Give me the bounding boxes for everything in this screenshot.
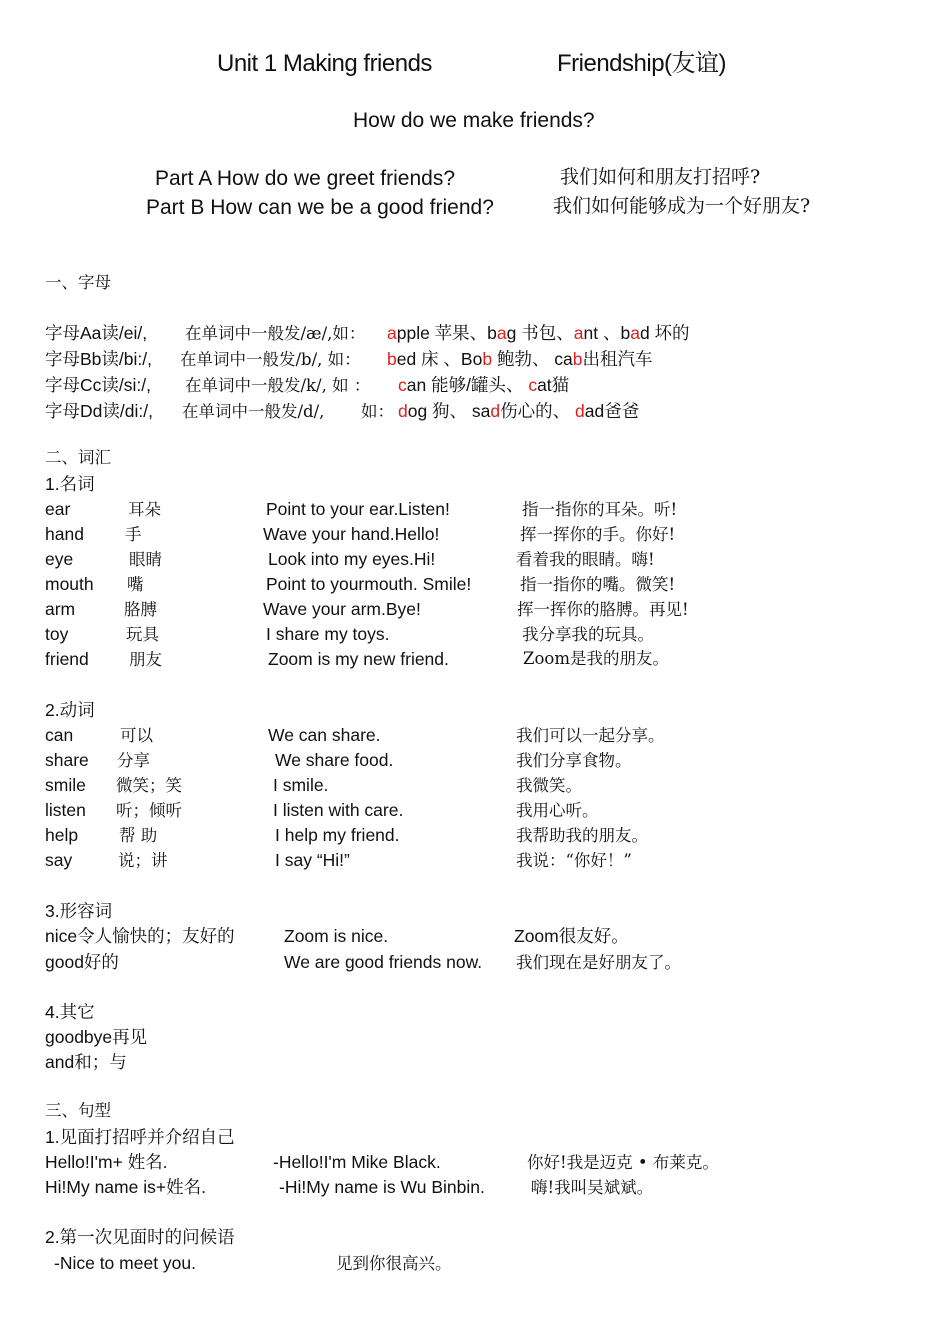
letter-a-words: apple 苹果、bag 书包、ant 、bad 坏的 — [387, 323, 690, 343]
noun-sentence: Point to your ear.Listen! — [266, 499, 450, 519]
subtitle: How do we make friends? — [353, 109, 595, 132]
verb-sentence: We share food. — [275, 750, 394, 770]
nouns-heading: 1.名词 — [45, 474, 95, 494]
pattern-example: -Hello!I'm Mike Black. — [273, 1152, 441, 1172]
noun-sentence: I share my toys. — [266, 624, 390, 644]
noun-word: eye — [45, 549, 74, 569]
noun-cn: 眼睛 — [129, 550, 162, 569]
verb-cn: 可以 — [120, 726, 153, 745]
adj-heading: 3.形容词 — [45, 901, 113, 921]
pattern-2-example: -Nice to meet you. — [54, 1253, 196, 1273]
verb-sentence: I smile. — [273, 775, 329, 795]
verb-cn: 说；讲 — [118, 851, 168, 870]
verb-translation: 我说：“你好！” — [516, 851, 632, 870]
verb-word: smile — [45, 775, 86, 795]
part-a-en: Part A How do we greet friends? — [155, 167, 455, 190]
verb-translation: 我帮助我的朋友。 — [516, 826, 648, 845]
title-left: Unit 1 Making friends — [217, 50, 432, 77]
part-a-cn: 我们如何和朋友打招呼? — [560, 166, 761, 188]
part-b-cn: 我们如何能够成为一个好朋友? — [553, 195, 811, 217]
verb-cn: 听；倾听 — [116, 801, 182, 820]
noun-sentence: Zoom is my new friend. — [268, 649, 449, 669]
verb-word: say — [45, 850, 73, 870]
other-word: goodbye再见 — [45, 1027, 148, 1047]
verb-sentence: I say “Hi!” — [275, 850, 350, 870]
noun-word: toy — [45, 624, 69, 644]
adj-word: good好的 — [45, 952, 119, 972]
letter-b-words: bed 床 、Bob 鲍勃、 cab出租汽车 — [387, 349, 653, 369]
title-right: Friendship(友谊) — [557, 50, 727, 77]
noun-cn: 胳膊 — [124, 600, 157, 619]
verb-cn: 分享 — [117, 751, 150, 770]
verb-translation: 我微笑。 — [516, 776, 582, 795]
part-b-en: Part B How can we be a good friend? — [146, 196, 494, 219]
patterns-heading: 三、句型 — [45, 1101, 111, 1120]
letter-d-words: dog 狗、 sad伤心的、 dad爸爸 — [398, 401, 640, 421]
noun-translation: Zoom是我的朋友。 — [523, 649, 669, 668]
verb-translation: 我们可以一起分享。 — [516, 726, 665, 745]
pattern-template: Hi!My name is+姓名. — [45, 1177, 206, 1197]
noun-word: mouth — [45, 574, 94, 594]
pattern-1-heading: 1.见面打招呼并介绍自己 — [45, 1127, 235, 1147]
noun-translation: 我分享我的玩具。 — [522, 625, 654, 644]
verb-translation: 我们分享食物。 — [516, 751, 632, 770]
noun-sentence: Wave your arm.Bye! — [263, 599, 421, 619]
pattern-template: Hello!I'm+ 姓名. — [45, 1152, 168, 1172]
letter-a-rule: 在单词中一般发/æ/,如： — [185, 324, 366, 343]
noun-word: hand — [45, 524, 84, 544]
letter-b-rule: 在单词中一般发/b/, 如： — [180, 350, 361, 369]
pattern-translation: 你好!我是迈克 • 布莱克。 — [527, 1153, 719, 1172]
letter-d-lead: 字母Dd读/di:/, — [45, 401, 153, 421]
noun-translation: 看着我的眼睛。嗨! — [516, 550, 655, 569]
noun-translation: 指一指你的嘴。微笑! — [520, 575, 676, 594]
verb-translation: 我用心听。 — [516, 801, 599, 820]
verb-word: help — [45, 825, 79, 845]
verb-sentence: We can share. — [268, 725, 381, 745]
verb-word: can — [45, 725, 74, 745]
noun-translation: 指一指你的耳朵。听! — [522, 500, 678, 519]
noun-translation: 挥一挥你的手。你好! — [520, 525, 676, 544]
noun-cn: 嘴 — [127, 575, 144, 594]
verb-word: share — [45, 750, 89, 770]
letter-c-rule: 在单词中一般发/k/, 如 ： — [185, 376, 371, 395]
verb-cn: 微笑；笑 — [116, 776, 182, 795]
verb-word: listen — [45, 800, 86, 820]
noun-word: friend — [45, 649, 89, 669]
pattern-2-translation: 见到你很高兴。 — [336, 1254, 452, 1273]
noun-sentence: Wave your hand.Hello! — [263, 524, 440, 544]
noun-cn: 手 — [125, 525, 142, 544]
letter-c-words: can 能够/罐头、 cat猫 — [398, 375, 570, 395]
letter-d-rule-2: 如： — [361, 402, 394, 421]
pattern-translation: 嗨!我叫吴斌斌。 — [531, 1178, 654, 1197]
verb-sentence: I help my friend. — [275, 825, 400, 845]
adj-sentence: Zoom is nice. — [284, 926, 389, 946]
vocab-heading: 二、词汇 — [45, 448, 111, 467]
noun-word: ear — [45, 499, 71, 519]
letter-a-lead: 字母Aa读/ei/, — [45, 323, 148, 343]
verb-cn: 帮 助 — [119, 826, 158, 845]
other-heading: 4.其它 — [45, 1002, 95, 1022]
noun-cn: 玩具 — [126, 625, 159, 644]
adj-translation: 我们现在是好朋友了。 — [516, 953, 681, 972]
noun-sentence: Point to yourmouth. Smile! — [266, 574, 472, 594]
pattern-example: -Hi!My name is Wu Binbin. — [279, 1177, 485, 1197]
noun-cn: 耳朵 — [128, 500, 161, 519]
adj-sentence: We are good friends now. — [284, 952, 483, 972]
letter-c-lead: 字母Cc读/si:/, — [45, 375, 151, 395]
other-word: and和；与 — [45, 1052, 127, 1072]
verbs-heading: 2.动词 — [45, 700, 95, 720]
adj-word: nice令人愉快的；友好的 — [45, 926, 235, 946]
noun-cn: 朋友 — [129, 650, 162, 669]
noun-sentence: Look into my eyes.Hi! — [268, 549, 436, 569]
letter-b-lead: 字母Bb读/bi:/, — [45, 349, 152, 369]
noun-translation: 挥一挥你的胳膊。再见! — [517, 600, 689, 619]
letters-heading: 一、字母 — [45, 273, 111, 292]
adj-translation: Zoom很友好。 — [514, 926, 629, 946]
letter-d-rule: 在单词中一般发/d/, — [182, 402, 325, 421]
noun-word: arm — [45, 599, 76, 619]
verb-sentence: I listen with care. — [273, 800, 404, 820]
pattern-2-heading: 2.第一次见面时的问候语 — [45, 1227, 235, 1247]
